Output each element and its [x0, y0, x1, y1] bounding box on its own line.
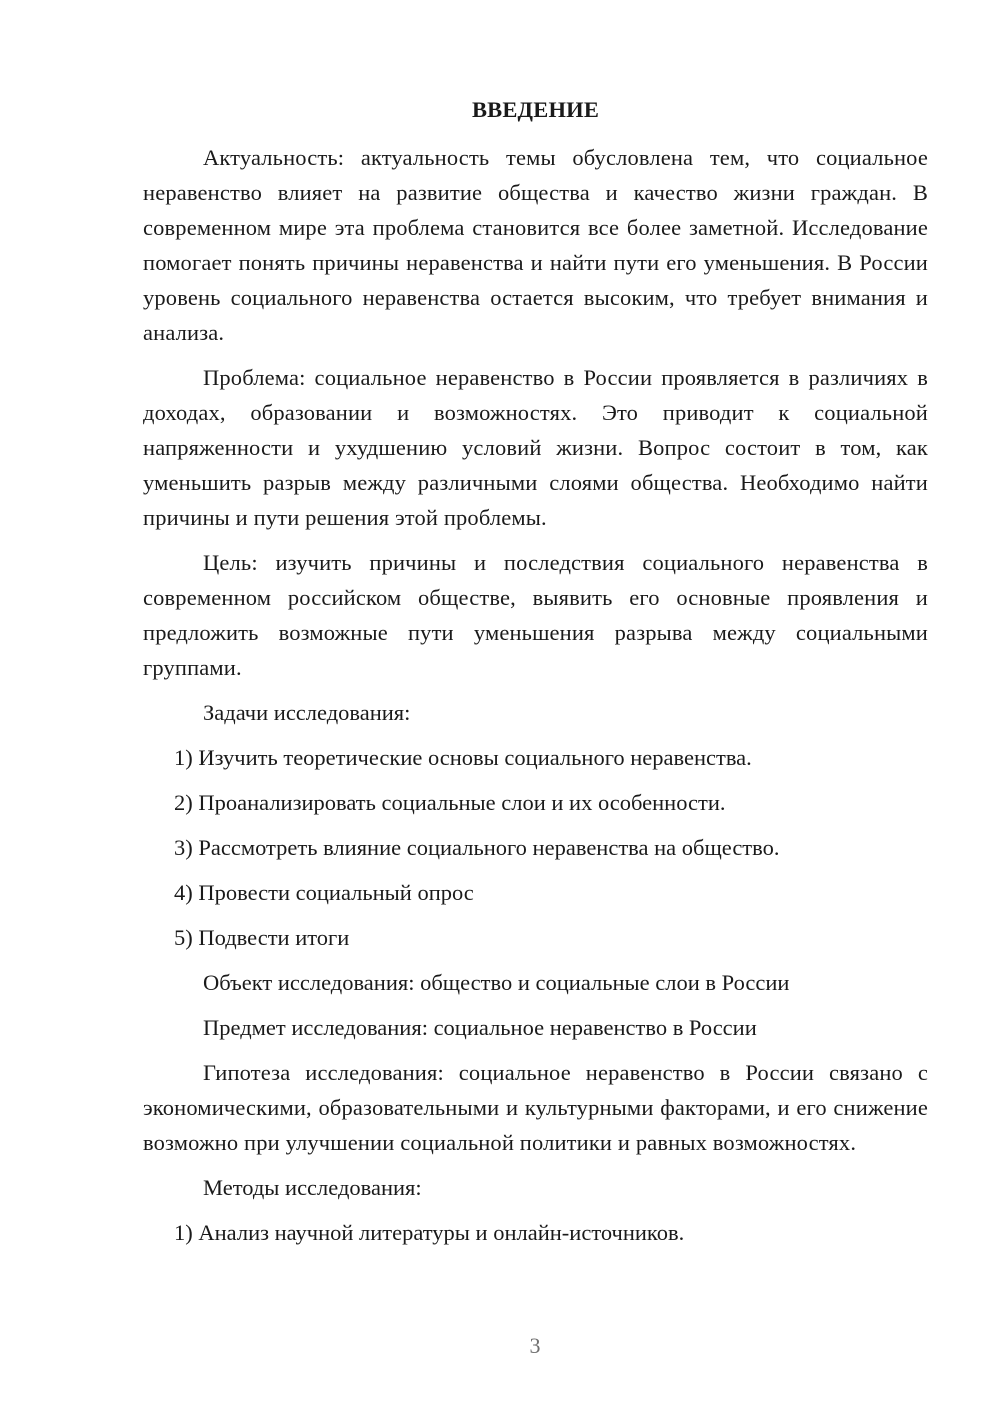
hypothesis-paragraph: Гипотеза исследования: социальное неравенство в России связано с экономическими, образовательными и культурными факторами, и его снижение возможно при улучшении социальной политики и равных возможностях.: [143, 1060, 928, 1155]
task-item: 1) Изучить теоретические основы социального неравенства.: [174, 745, 752, 770]
subject-line: Предмет исследования: социальное неравенство в России: [203, 1015, 757, 1040]
page-number: 3: [529, 1333, 541, 1358]
method-item: 1) Анализ научной литературы и онлайн-источников.: [174, 1220, 685, 1245]
task-item: 4) Провести социальный опрос: [174, 880, 474, 905]
task-item: 2) Проанализировать социальные слои и их особенности.: [174, 790, 726, 815]
problem-paragraph: Проблема: социальное неравенство в России проявляется в различиях в доходах, образовании и возможностях. Это приводит к социальной напряженности и ухудшению условий жизни. Вопрос состоит в том, как уменьшить разрыв между различными слоями общества. Необходимо найти причины и пути решения этой проблемы.: [143, 365, 928, 530]
task-item: 3) Рассмотреть влияние социального неравенства на общество.: [174, 835, 780, 860]
goal-paragraph: Цель: изучить причины и последствия социального неравенства в современном российском обществе, выявить его основные проявления и предложить возможные пути уменьшения разрыва между социальными группами.: [143, 550, 928, 680]
task-item: 5) Подвести итоги: [174, 925, 350, 950]
object-line: Объект исследования: общество и социальные слои в России: [203, 970, 790, 995]
relevance-paragraph: Актуальность: актуальность темы обусловлена тем, что социальное неравенство влияет на развитие общества и качество жизни граждан. В современном мире эта проблема становится все более заметной. Исследование помогает понять причины неравенства и найти пути его уменьшения. В России уровень социального неравенства остается высоким, что требует внимания и анализа.: [143, 145, 928, 345]
page-content: [143, 94, 928, 1260]
section-heading: ВВЕДЕНИЕ: [471, 97, 600, 122]
methods-title: Методы исследования:: [203, 1175, 422, 1200]
tasks-title: Задачи исследования:: [203, 700, 411, 725]
